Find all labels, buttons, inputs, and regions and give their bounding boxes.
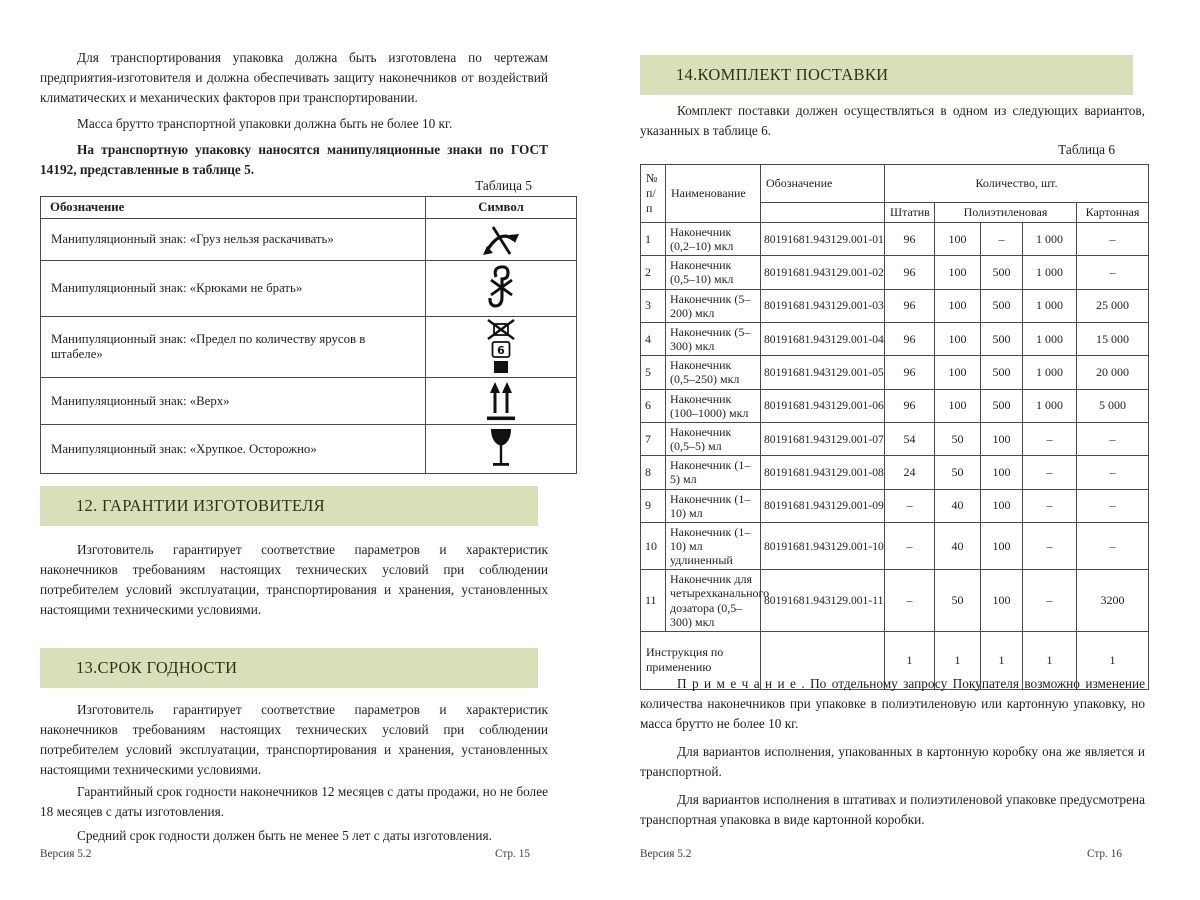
qty-cell: 1: [885, 631, 935, 689]
sign-label: Манипуляционный знак: «Крюками не брать»: [41, 261, 426, 317]
qty-cell: 96: [885, 356, 935, 389]
item-designation: 80191681.943129.001-10: [761, 522, 885, 569]
item-designation: 80191681.943129.001-01: [761, 223, 885, 256]
qty-cell: –: [1023, 422, 1077, 455]
qty-cell: 15 000: [1077, 322, 1149, 355]
quantity-header: Количество, шт.: [885, 165, 1149, 203]
section-12-heading: 12. ГАРАНТИИ ИЗГОТОВИТЕЛЯ: [40, 486, 538, 526]
manipulation-signs-table: [40, 196, 577, 474]
table-row: [641, 356, 1149, 389]
item-designation: 80191681.943129.001-05: [761, 356, 885, 389]
item-name: Наконечник (5–200) мкл: [666, 289, 761, 322]
shelf-life-paragraph-3: Средний срок годности должен быть не менее 5 лет с даты изготовления.: [77, 828, 492, 843]
symbol-cell: [426, 317, 577, 378]
fragile-icon: [486, 427, 516, 471]
sign-label: Манипуляционный знак: «Предел по количеству ярусов в штабеле»: [41, 317, 426, 378]
qty-cell: 100: [935, 289, 981, 322]
qty-cell: 100: [981, 570, 1023, 632]
rack-polyethylene-note-paragraph: Для вариантов исполнения в штативах и полиэтиленовой упаковке предусмотрена транспортная упаковка в виде картонной коробки.: [640, 792, 1145, 827]
item-name: Наконечник (0,5–10) мкл: [666, 256, 761, 289]
section-13-heading: 13.СРОК ГОДНОСТИ: [40, 648, 538, 688]
shelf-life-paragraph-1: Изготовитель гарантирует соответствие параметров и характеристик наконечников требованиям настоящих технических условий при соблюдении потребителем условий эксплуатации, транспортирования и хранения, установленных настоящими техническими условиями.: [40, 702, 548, 777]
symbol-header: Символ: [426, 197, 577, 219]
qty-cell: 1 000: [1023, 223, 1077, 256]
table-row: [641, 456, 1149, 489]
qty-cell: 1: [935, 631, 981, 689]
qty-cell: 1 000: [1023, 356, 1077, 389]
qty-cell: 54: [885, 422, 935, 455]
item-name: Наконечник (1–10) мл удлиненный: [666, 522, 761, 569]
qty-cell: 100: [935, 389, 981, 422]
qty-cell: 96: [885, 389, 935, 422]
qty-cell: 50: [935, 456, 981, 489]
item-designation: 80191681.943129.001-07: [761, 422, 885, 455]
warranty-paragraph: Изготовитель гарантирует соответствие параметров и характеристик наконечников требованиям настоящих технических условий при соблюдении потребителем условий эксплуатации, транспортирования и хранения, установленных настоящими техническими условиями.: [40, 542, 548, 617]
item-designation: 80191681.943129.001-03: [761, 289, 885, 322]
table-row: [641, 256, 1149, 289]
item-name: Наконечник (1–5) мл: [666, 456, 761, 489]
item-name: Наконечник (0,5–250) мкл: [666, 356, 761, 389]
qty-cell: 100: [935, 223, 981, 256]
table-header-row: [641, 165, 1149, 203]
qty-cell: –: [1023, 456, 1077, 489]
table-row: [641, 223, 1149, 256]
item-name: Наконечник (100–1000) мкл: [666, 389, 761, 422]
table5-caption: Таблица 5: [475, 178, 532, 193]
qty-cell: 100: [935, 356, 981, 389]
row-number: 6: [641, 389, 666, 422]
symbol-cell: [426, 219, 577, 261]
qty-cell: 5 000: [1077, 389, 1149, 422]
row-number: 4: [641, 322, 666, 355]
table-row: [641, 522, 1149, 569]
row-number: 10: [641, 522, 666, 569]
shelf-life-paragraph-2: Гарантийный срок годности наконечников 12 месяцев с даты продажи, но не более 18 месяцев с даты изготовления.: [40, 784, 548, 819]
qty-cell: 100: [935, 256, 981, 289]
gost-marking-paragraph: На транспортную упаковку наносятся манипуляционные знаки по ГОСТ 14192, представленные в таблице 5.: [40, 142, 548, 177]
qty-cell: 96: [885, 322, 935, 355]
item-designation: 80191681.943129.001-11: [761, 570, 885, 632]
designation-header: Обозначение: [761, 165, 885, 203]
cardboard-note-paragraph: Для вариантов исполнения, упакованных в картонную коробку она же является и транспортной.: [640, 744, 1145, 779]
qty-cell: 1: [1077, 631, 1149, 689]
num-header: № п/п: [641, 165, 666, 223]
qty-cell: 1: [1023, 631, 1077, 689]
no-hooks-icon: [488, 264, 515, 314]
row-number: 9: [641, 489, 666, 522]
qty-cell: 500: [981, 256, 1023, 289]
table-row: [641, 289, 1149, 322]
section-14-heading: 14.КОМПЛЕКТ ПОСТАВКИ: [640, 55, 1133, 95]
name-header: Наименование: [666, 165, 761, 223]
qty-cell: 50: [935, 422, 981, 455]
qty-cell: 40: [935, 522, 981, 569]
footer-version: Версия 5.2: [40, 848, 92, 860]
page-footer: [640, 848, 1122, 860]
symbol-cell: [426, 261, 577, 317]
qty-cell: 100: [981, 522, 1023, 569]
transport-packaging-paragraph: Для транспортирования упаковка должна быть изготовлена по чертежам предприятия-изготовителя и должна обеспечивать защиту наконечников от воздействий климатических и механических факторов при транспортировании.: [40, 50, 548, 105]
qty-cell: 1 000: [1023, 322, 1077, 355]
qty-cell: 500: [981, 322, 1023, 355]
table-row: [41, 219, 577, 261]
qty-cell: 1 000: [1023, 289, 1077, 322]
qty-cell: 1 000: [1023, 256, 1077, 289]
sign-label: Манипуляционный знак: «Верх»: [41, 378, 426, 425]
note-paragraph: [640, 674, 1145, 734]
table-row: [41, 261, 577, 317]
table-row: [41, 378, 577, 425]
symbol-cell: [426, 378, 577, 425]
sign-label: Манипуляционный знак: «Хрупкое. Осторожно»: [41, 425, 426, 474]
qty-cell: 96: [885, 223, 935, 256]
designation-subheader-empty: [761, 203, 885, 223]
item-name: Наконечник (5–300) мкл: [666, 322, 761, 355]
qty-cell: 24: [885, 456, 935, 489]
gross-mass-paragraph: Масса брутто транспортной упаковки должна быть не более 10 кг.: [77, 116, 453, 131]
item-designation: 80191681.943129.001-02: [761, 256, 885, 289]
no-rocking-icon: [481, 223, 521, 257]
table-row: [641, 489, 1149, 522]
note-text: По отдельному запросу Покупателя возможно изменение количества наконечников при упаковке в полиэтиленовую или картонную упаковку, но масса брутто не более 10 кг.: [640, 676, 1145, 731]
qty-cell: –: [1023, 570, 1077, 632]
qty-cell: 96: [885, 256, 935, 289]
footer-page-number: Стр. 15: [494, 848, 530, 860]
qty-cell: 100: [981, 422, 1023, 455]
qty-cell: –: [1077, 223, 1149, 256]
stack-limit-number: 6: [497, 344, 505, 357]
qty-cell: 40: [935, 489, 981, 522]
instructions-label: Инструкция по применению: [641, 631, 761, 689]
cardboard-subheader: Картонная: [1077, 203, 1149, 223]
note-label: П р и м е ч а н и е .: [677, 676, 805, 691]
item-name: Наконечник для четырехканального дозатора (0,5–300) мкл: [666, 570, 761, 632]
item-name: Наконечник (0,5–5) мл: [666, 422, 761, 455]
table-row: [41, 425, 577, 474]
table-row: [641, 570, 1149, 632]
qty-cell: 25 000: [1077, 289, 1149, 322]
page-footer: [40, 848, 530, 860]
row-number: 3: [641, 289, 666, 322]
qty-cell: 1 000: [1023, 389, 1077, 422]
stacking-limit-icon: [486, 319, 516, 375]
table6-caption: Таблица 6: [1058, 142, 1115, 157]
qty-cell: 500: [981, 389, 1023, 422]
row-number: 2: [641, 256, 666, 289]
sign-label: Манипуляционный знак: «Груз нельзя раскачивать»: [41, 219, 426, 261]
qty-cell: –: [1077, 422, 1149, 455]
item-designation: 80191681.943129.001-04: [761, 322, 885, 355]
row-number: 5: [641, 356, 666, 389]
qty-cell: –: [1023, 522, 1077, 569]
item-designation: 80191681.943129.001-09: [761, 489, 885, 522]
row-number: 1: [641, 223, 666, 256]
qty-cell: –: [1077, 456, 1149, 489]
designation-header: Обозначение: [41, 197, 426, 219]
item-designation: 80191681.943129.001-06: [761, 389, 885, 422]
qty-cell: 500: [981, 356, 1023, 389]
rack-subheader: Штатив: [885, 203, 935, 223]
qty-cell: –: [1077, 522, 1149, 569]
qty-cell: 3200: [1077, 570, 1149, 632]
qty-cell: –: [1077, 256, 1149, 289]
symbol-cell: [426, 425, 577, 474]
item-name: Наконечник (1–10) мл: [666, 489, 761, 522]
table-row: [641, 389, 1149, 422]
qty-cell: –: [885, 570, 935, 632]
delivery-set-table: [640, 164, 1149, 690]
row-number: 8: [641, 456, 666, 489]
table-row: [41, 317, 577, 378]
qty-cell: 500: [981, 289, 1023, 322]
row-number: 7: [641, 422, 666, 455]
qty-cell: –: [885, 489, 935, 522]
qty-cell: –: [981, 223, 1023, 256]
qty-cell: 100: [981, 456, 1023, 489]
table-header-row: [41, 197, 577, 219]
qty-cell: 96: [885, 289, 935, 322]
this-way-up-icon: [484, 380, 518, 422]
qty-cell: 100: [981, 489, 1023, 522]
table-row: [641, 422, 1149, 455]
qty-cell: –: [885, 522, 935, 569]
table-row: [641, 322, 1149, 355]
row-number: 11: [641, 570, 666, 632]
qty-cell: 1: [981, 631, 1023, 689]
polyethylene-subheader: Полиэтиленовая: [935, 203, 1077, 223]
footer-version: Версия 5.2: [640, 848, 692, 860]
qty-cell: 20 000: [1077, 356, 1149, 389]
footer-page-number: Стр. 16: [1086, 848, 1122, 860]
item-designation: 80191681.943129.001-08: [761, 456, 885, 489]
qty-cell: 100: [935, 322, 981, 355]
qty-cell: 50: [935, 570, 981, 632]
qty-cell: –: [1077, 489, 1149, 522]
qty-cell: –: [1023, 489, 1077, 522]
delivery-set-paragraph: Комплект поставки должен осуществляться в одном из следующих вариантов, указанных в таблице 6.: [640, 103, 1145, 138]
item-name: Наконечник (0,2–10) мкл: [666, 223, 761, 256]
